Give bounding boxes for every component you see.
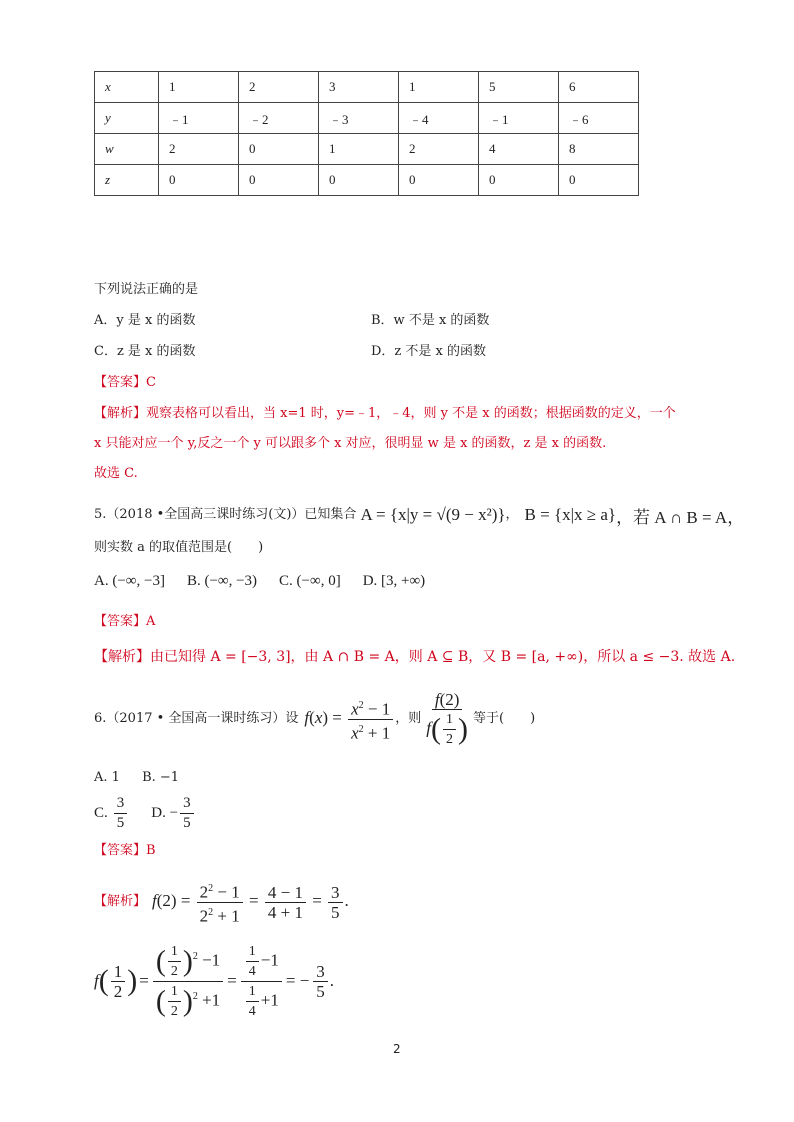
q5-analysis-label: 【解析】 xyxy=(94,649,150,665)
table-cell: 1 xyxy=(319,134,399,165)
q4-option-d: D．z 不是 x 的函数 xyxy=(371,344,487,359)
q6-options-cd xyxy=(94,793,196,833)
table-cell: 1 xyxy=(159,72,239,103)
table-cell: ﹣1 xyxy=(159,103,239,134)
q6-ratio: f(2) f( $\frac{1}{2}$ ) xyxy=(426,689,469,747)
q6-answer: 【答案】B xyxy=(94,843,156,858)
q5-set-b: B = {x|x ≥ a} xyxy=(524,505,617,524)
q6-option-a: A. 1 xyxy=(94,770,120,785)
row-label: y xyxy=(95,103,159,134)
q6-options-ab xyxy=(94,770,179,786)
row-label: x xyxy=(95,72,159,103)
q6-option-c-value: $\frac{3}{5}$ xyxy=(114,794,128,833)
q4-analysis-line3: 故选 C. xyxy=(94,466,138,481)
q6-f-half-calc: f ( $\frac{1}{2}$ ) = ( $\frac{1}{2}$ )$^2$ −1 ( $\frac{1}{2}$ )$^2$ +1 = $\frac{1}{4}$ −1 $\frac{1}{4}$ +1 = − $\frac{3}{5}$ . xyxy=(94,943,335,1019)
q5-line2: 则实数 a 的取值范围是( ) xyxy=(94,540,264,555)
q5-option-a: A. (−∞, −3] xyxy=(94,573,165,589)
table-row xyxy=(95,165,639,196)
row-label: w xyxy=(95,134,159,165)
table-cell: 0 xyxy=(239,134,319,165)
table-cell: ﹣4 xyxy=(399,103,479,134)
table-cell: 0 xyxy=(559,165,639,196)
table-cell: ﹣1 xyxy=(479,103,559,134)
q6-prefix: 6.（2017 • 全国高一课时练习）设 xyxy=(94,711,299,726)
table-cell: ﹣3 xyxy=(319,103,399,134)
table-cell: 2 xyxy=(159,134,239,165)
q5-set-a: A = {x|y = √(9 − x²)} xyxy=(360,505,506,524)
q4-stem: 下列说法正确的是 xyxy=(94,282,199,297)
value-table xyxy=(94,71,639,196)
q4-option-c: C．z 是 x 的函数 xyxy=(94,344,196,359)
table-cell: 5 xyxy=(479,72,559,103)
page-number: 2 xyxy=(393,1042,401,1056)
table-cell: 4 xyxy=(479,134,559,165)
q6-mid: ，则 xyxy=(395,711,422,726)
table-cell: 3 xyxy=(319,72,399,103)
q5-option-b: B. (−∞, −3) xyxy=(186,573,258,589)
table-cell: 0 xyxy=(239,165,319,196)
table-cell: 6 xyxy=(559,72,639,103)
row-label: z xyxy=(95,165,159,196)
q5-answer: 【答案】A xyxy=(94,614,156,629)
q5-options xyxy=(94,573,425,590)
q6-option-c-label: C. xyxy=(94,804,108,821)
q5-stem: 5.（2018 •全国高三课时练习(文)）已知集合 A = {x|y = √(9 − x²)} ， B = {x|x ≥ a} ，若 A ∩ B = A， xyxy=(94,498,744,532)
q6-stem xyxy=(94,688,535,750)
table-cell: 8 xyxy=(559,134,639,165)
q6-analysis-label: 【解析】 xyxy=(94,894,147,909)
q6-option-d-label: D. − xyxy=(151,804,179,821)
q6-analysis-line1 xyxy=(94,880,349,924)
q5-analysis-text: 由已知得 A = [−3, 3]，由 A ∩ B = A，则 A ⊆ B，又 B = [a, +∞)，所以 a ≤ −3. 故选 A. xyxy=(150,649,736,665)
q4-option-a: A．y 是 x 的函数 xyxy=(94,313,196,328)
q6-f2-calc: f(2) = $\frac{2^2 - 1}{2^2 + 1}$ = $\frac{4 - 1}{4 + 1}$ = $\frac{3}{5}$ . xyxy=(152,879,349,925)
table-cell: ﹣2 xyxy=(239,103,319,134)
table-cell: 2 xyxy=(239,72,319,103)
q5-analysis xyxy=(94,646,735,666)
q4-option-b: B．w 不是 x 的函数 xyxy=(371,313,490,328)
q5-condition: ，若 A ∩ B = A， xyxy=(616,507,745,527)
q5-prefix: 5.（2018 •全国高三课时练习(文)）已知集合 xyxy=(94,507,357,522)
table-cell: 0 xyxy=(479,165,559,196)
table-cell: 0 xyxy=(319,165,399,196)
q6-option-d-value: $\frac{3}{5}$ xyxy=(180,794,194,833)
table-row xyxy=(95,134,639,165)
q6-option-b: B. −1 xyxy=(142,770,180,785)
table-cell: 2 xyxy=(399,134,479,165)
q4-analysis-line2: x 只能对应一个 y,反之一个 y 可以跟多个 x 对应，很明显 w 是 x 的函数，z 是 x 的函数. xyxy=(94,436,607,451)
q6-suffix: 等于( ) xyxy=(473,711,536,726)
table-cell: ﹣6 xyxy=(559,103,639,134)
table-row xyxy=(95,72,639,103)
table-cell: 1 xyxy=(399,72,479,103)
table-row xyxy=(95,103,639,134)
table-cell: 0 xyxy=(159,165,239,196)
q5-option-c: C. (−∞, 0] xyxy=(279,573,341,589)
q6-function: f(x) = $\frac{x^2 - 1}{x^2 + 1}$ xyxy=(304,696,395,742)
table-cell: 0 xyxy=(399,165,479,196)
q5-option-d: D. [3, +∞) xyxy=(362,573,426,589)
q4-answer: 【答案】C xyxy=(94,375,156,390)
q4-analysis-line1: 【解析】观察表格可以看出，当 x=1 时，y=﹣1，﹣4，则 y 不是 x 的函数；根据函数的定义，一个 xyxy=(94,406,676,421)
